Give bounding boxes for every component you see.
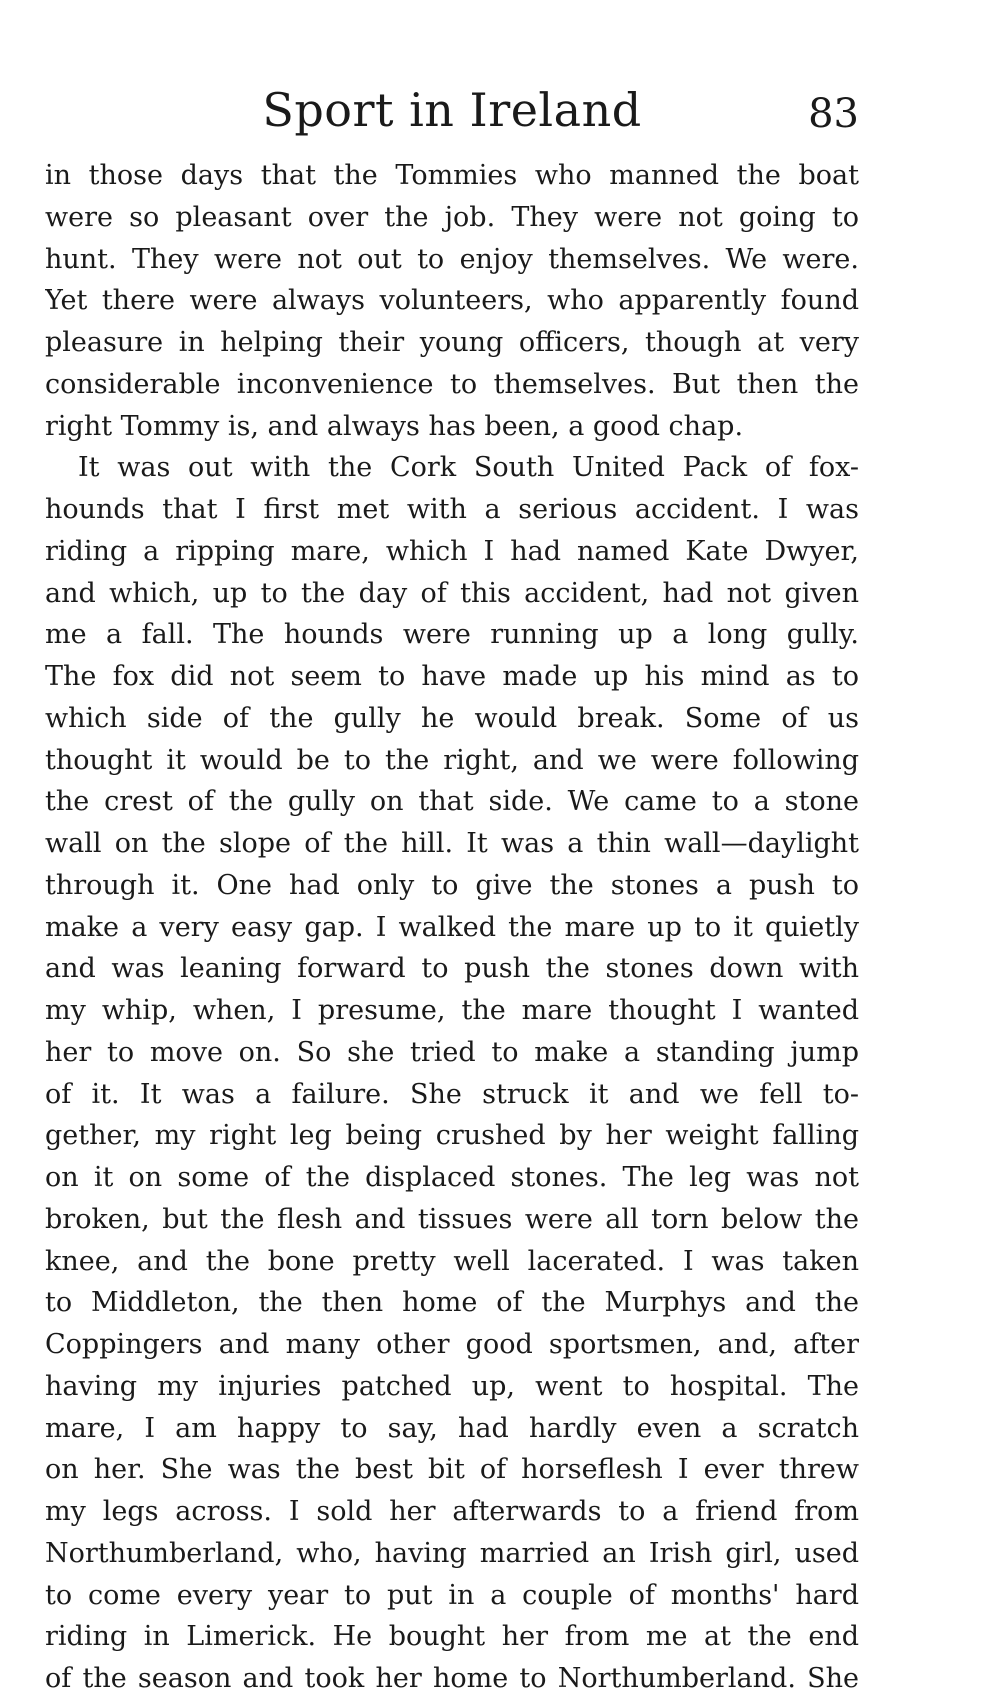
text-line: of it. It was a failure. She struck it and we fell to- (45, 1078, 859, 1110)
text-line: thought it would be to the right, and we were following (45, 744, 859, 776)
book-page (45, 0, 859, 1697)
page-number: 83 (808, 91, 859, 137)
text-line: gether, my right leg being crushed by her weight falling (45, 1120, 859, 1152)
text-line: riding a ripping mare, which I had named Kate Dwyer, (45, 535, 859, 567)
text-line: right Tommy is, and always has been, a good chap. (45, 410, 744, 442)
text-line: make a very easy gap. I walked the mare up to it quietly (45, 911, 859, 943)
running-title: Sport in Ireland (262, 83, 642, 137)
text-line: Northumberland, who, having married an Irish girl, used (45, 1537, 859, 1569)
text-line: hounds that I first met with a serious accident. I was (45, 494, 859, 525)
text-line: were so pleasant over the job. They were not going to (45, 201, 859, 233)
text-line: and was leaning forward to push the stones down with (45, 953, 859, 985)
text-line: and which, up to the day of this accident, had not given (45, 577, 859, 609)
text-line: through it. One had only to give the stones a push to (45, 869, 859, 901)
text-line: my legs across. I sold her afterwards to a friend from (45, 1496, 859, 1527)
text-line: Yet there were always volunteers, who apparently found (45, 285, 859, 317)
text-line: Coppingers and many other good sportsmen, and, after (45, 1329, 859, 1360)
text-line: broken, but the flesh and tissues were all torn below the (45, 1203, 859, 1235)
text-line: having my injuries patched up, went to hospital. The (45, 1370, 859, 1402)
text-line: on it on some of the displaced stones. The leg was not (45, 1162, 859, 1193)
text-line: considerable inconvenience to themselves. But then the (45, 368, 859, 400)
text-line: wall on the slope of the hill. It was a thin wall—daylight (45, 828, 859, 859)
running-head (45, 82, 859, 138)
text-line: hunt. They were not out to enjoy themselves. We were. (45, 243, 859, 275)
text-line: It was out with the Cork South United Pack of fox- (78, 452, 859, 484)
text-line: of the season and took her home to Northumberland. She (45, 1663, 859, 1694)
text-line: the crest of the gully on that side. We came to a stone (45, 786, 859, 818)
text-line: me a fall. The hounds were running up a long gully. (45, 619, 859, 651)
text-line: mare, I am happy to say, had hardly even a scratch (45, 1412, 859, 1444)
text-line: knee, and the bone pretty well lacerated. I was taken (45, 1245, 859, 1277)
text-line: on her. She was the best bit of horseflesh I ever threw (45, 1454, 859, 1486)
body-text (45, 155, 859, 1700)
text-line: riding in Limerick. He bought her from me at the end (45, 1621, 859, 1653)
text-line: to come every year to put in a couple of months' hard (45, 1579, 859, 1611)
text-line: to Middleton, the then home of the Murphys and the (45, 1287, 859, 1319)
text-line: her to move on. So she tried to make a standing jump (45, 1036, 859, 1068)
text-line: pleasure in helping their young officers, though at very (45, 327, 859, 358)
text-line: in those days that the Tommies who manned the boat (45, 160, 859, 191)
text-line: my whip, when, I presume, the mare thought I wanted (45, 995, 859, 1026)
text-line: which side of the gully he would break. Some of us (45, 702, 859, 734)
text-line: The fox did not seem to have made up his mind as to (45, 661, 859, 692)
